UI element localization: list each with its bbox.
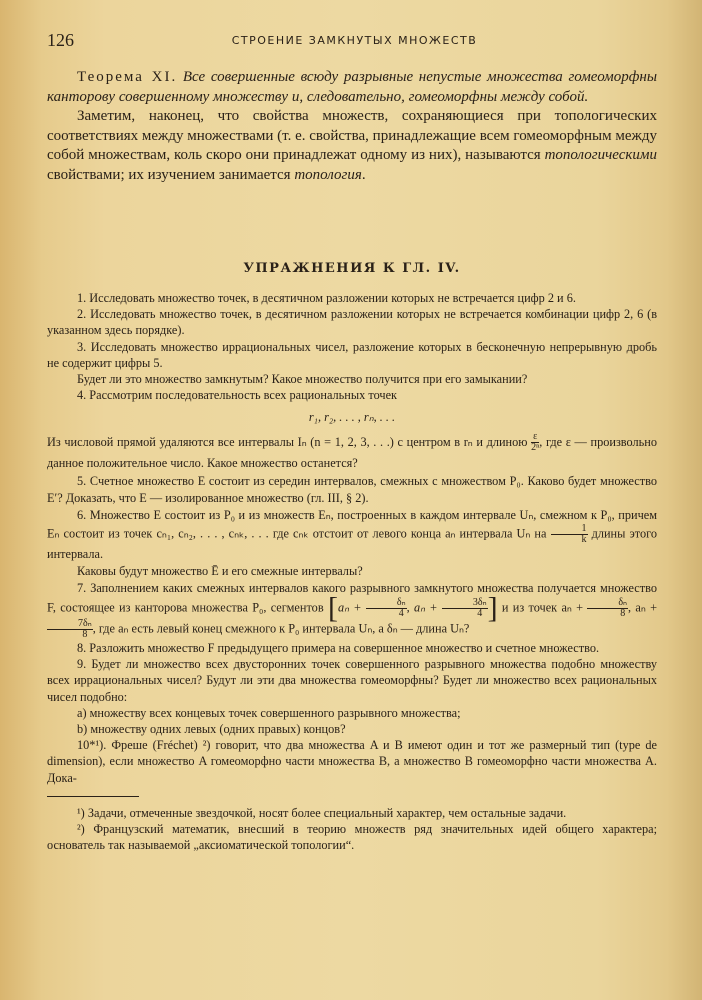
page-header: [47, 30, 662, 50]
topology-paragraph: Заметим, наконец, что свойства множеств, сохраняющиеся при топологических соответствиях между множествами (т. е. свойства, принадлежащие всем гомеоморфным между собой множествам, коль скоро они принадлежат одному из них), называются топологическими свойствами; их изучением занимается топология.: [47, 108, 657, 183]
exercise-8: 8. Разложить множество F предыдущего примера на совершенное множество и счетное множество.: [77, 640, 600, 655]
exercise-6: 6. Множество E состоит из P₀ и из множеств Eₙ, построенных в каждом интервале Uₙ, смежном к P₀, причем Eₙ состоит из точек cₙ₁, cₙ₂, . . . , cₙₖ, . . . где cₙₖ отстоит от левого конца aₙ интервала Uₙ на $\frac{1}{k}$ длины этого интервала.: [47, 507, 657, 561]
theorem-label: Теорема XI.: [77, 69, 178, 85]
theorem-xi: [47, 68, 657, 107]
exercise-3: 3. Исследовать множество иррациональных чисел, разложение которых в бесконечную непрерывную дробь не содержит цифры 5.: [47, 339, 657, 370]
exercise-1: 1. Исследовать множество точек, в десятичном разложении которых не встречается цифр 2 и 6.: [77, 291, 576, 305]
exercise-7: 7. Заполнением каких смежных интервалов какого разрывного замкнутого множества получается множество F, состоящее из канторова множества P₀, сегментов [aₙ + $\frac{\text{δₙ}}{4}$ , aₙ + $\frac{\text{3δₙ}}{4}$ ] и из точек aₙ + $\frac{\text{δₙ}}{8}$ , aₙ + $\frac{\text{7δₙ}}{8}$ , где aₙ есть левый конец смежного к P₀ интервала Uₙ, а δₙ — длина Uₙ?: [47, 580, 658, 640]
fraction-eps-over-2n: $\frac{\varepsilon}{\text{2ⁿ}}$: [531, 431, 540, 454]
exercise-3-question: Будет ли это множество замкнутым? Какое множество получится при его замыкании?: [77, 372, 528, 387]
exercise-4: 4. Рассмотрим последовательность всех рациональных точек: [77, 388, 398, 403]
term-topological: топологическими: [544, 147, 657, 163]
section-heading: [47, 261, 657, 276]
footnote-2: ²) Французский математик, внесший в теорию множеств ряд значительных идей общего характера; основатель так называемой „аксиоматической топологии“.: [47, 821, 657, 853]
footnote-1: ¹) Задачи, отмеченные звездочкой, носят более специальный характер, чем остальные задачи.: [77, 805, 567, 820]
exercises-block: [47, 290, 657, 853]
exercises-title: УПРАЖНЕНИЯ К ГЛ. IV.: [243, 261, 461, 276]
exercise-6-question: Каковы будут множество Ē и его смежные интервалы?: [77, 563, 363, 578]
page-number: 126: [47, 30, 74, 50]
exercise-4-body: Из числовой прямой удаляются все интервалы Iₙ (n = 1, 2, 3, . . .) с центром в rₙ и длиною $\frac{\varepsilon}{\text{2ⁿ}}$ , где ε — произвольно данное положительное число. Какое множество останется?: [47, 431, 657, 471]
exercise-4-formula: r₁, r₂, . . . , rₙ, . . .: [308, 410, 396, 425]
exercise-10: 10*¹). Фреше (Fréchet) ²) говорит, что два множества A и B имеют один и тот же размерный тип (type de dimension), если множество A гомеоморфно части множества B, а множество B гомеоморфно части множества A. Дока-: [47, 738, 657, 785]
term-topology: топология: [294, 166, 362, 183]
exercise-2: 2. Исследовать множество точек, в десятичном разложении которых не встречается комбинации цифр 2, 6 (в указанном здесь порядке).: [47, 307, 657, 338]
fraction-1-over-k: $\frac{1}{k}$: [551, 524, 588, 545]
exercise-9b: b) множеству одних левых (одних правых) концов?: [77, 721, 346, 736]
footnote-divider: [47, 796, 139, 797]
theorem-block: [47, 68, 657, 185]
running-head: СТРОЕНИЕ ЗАМКНУТЫХ МНОЖЕСТВ: [231, 34, 478, 47]
exercise-5: 5. Счетное множество E состоит из середин интервалов, смежных с множеством P₀. Каково будет множество E′? Доказать, что E — изолированное множество (гл. III, § 2).: [47, 474, 657, 505]
exercise-9: 9. Будет ли множество всех двусторонних точек совершенного разрывного множества подобно множеству всех иррациональных чисел? Будут ли эти два множества гомеоморфны? Будет ли множество всех рациональных чисел подобно:: [47, 657, 657, 704]
exercise-9a: a) множеству всех концевых точек совершенного разрывного множества;: [77, 705, 461, 720]
theorem-statement: Все совершенные всюду разрывные непустые множества гомеоморфны канторову совершенному множеству и, следовательно, гомеоморфны между собой.: [47, 69, 658, 105]
